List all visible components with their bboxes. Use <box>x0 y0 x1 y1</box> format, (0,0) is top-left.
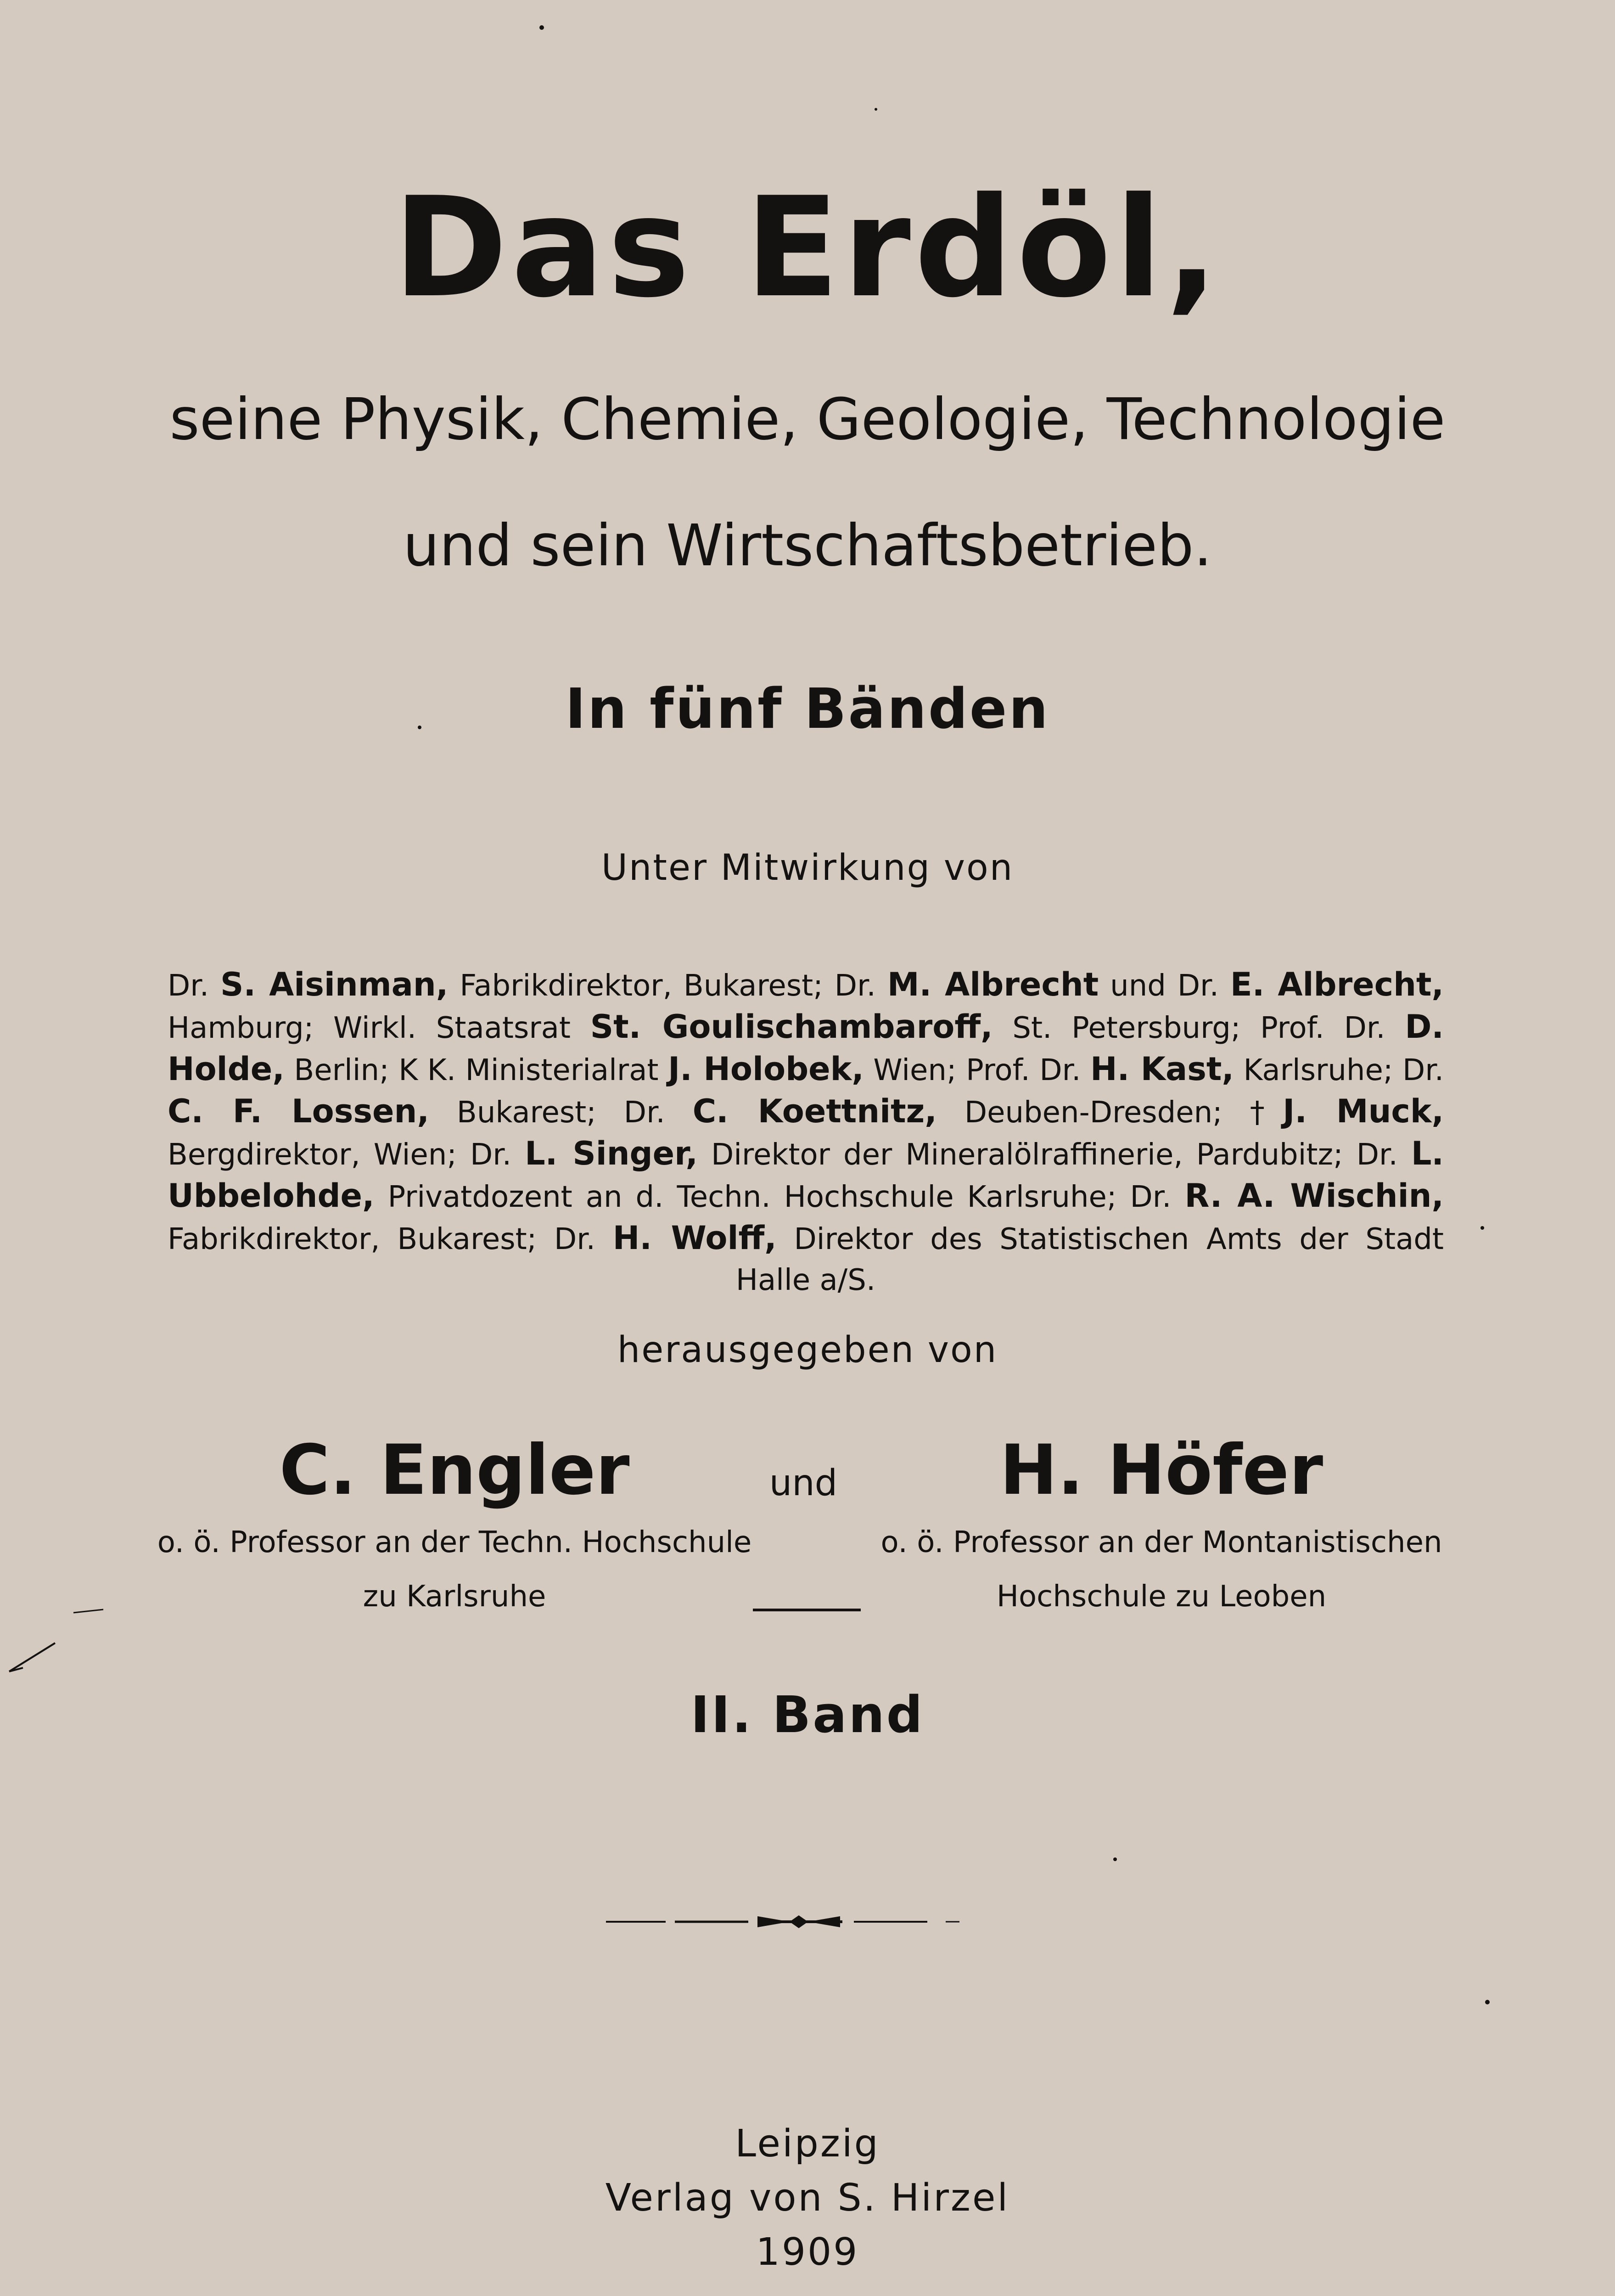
contributor: Dr. C. Koettnitz, Deuben-Dresden; <box>623 1092 1250 1130</box>
editor-affiliation-line-1: o. ö. Professor an der Montanistischen <box>880 1525 1442 1559</box>
contributor: †J. Muck, Bergdirektor, Wien; <box>168 1092 1444 1172</box>
pencil-mark <box>5 1607 106 1681</box>
paper-speck <box>1480 1226 1484 1230</box>
publisher-name: Verlag von S. Hirzel <box>605 2176 1010 2220</box>
editor-hoefer <box>840 1430 1483 1617</box>
contributor: Dr. S. Aisinman, Fabrikdirektor, Bukarest; <box>168 966 835 1003</box>
published-by-heading: herausgegeben von <box>617 1329 998 1371</box>
editor-name: H. Höfer <box>999 1430 1323 1510</box>
contributor: K K. Ministerialrat J. Holobek, Wien; <box>398 1050 966 1088</box>
contributor: Dr. E. Albrecht, Hamburg; <box>168 966 1444 1045</box>
editor-affiliation-line-2: zu Karlsruhe <box>363 1580 546 1614</box>
paper-speck <box>1113 1857 1117 1861</box>
cooperation-heading: Unter Mitwirkung von <box>601 847 1014 889</box>
editor-affiliation-line-2: Hochschule zu Leoben <box>996 1580 1327 1614</box>
divider-rule <box>753 1609 861 1611</box>
publisher-block <box>0 2117 1615 2279</box>
paper-speck <box>418 726 421 729</box>
paper-speck <box>1485 2000 1490 2004</box>
publication-year: 1909 <box>756 2230 859 2274</box>
editor-affiliation-line-1: o. ö. Professor an der Techn. Hochschule <box>157 1525 752 1559</box>
editors-conjunction: und <box>769 1463 838 1504</box>
subtitle-line-1: seine Physik, Chemie, Geologie, Technologie <box>169 386 1446 453</box>
contributor: Dr. L. Ubbelohde, Privatdozent an d. Techn. Hochschule Karlsruhe; <box>168 1135 1444 1215</box>
book-title: Das Erdöl, <box>393 168 1222 328</box>
contributor: Wirkl. Staatsrat St. Goulischambaroff, St. Petersburg; <box>333 1008 1261 1046</box>
subtitle-line-2: und sein Wirtschaftsbetrieb. <box>403 512 1212 579</box>
paper-speck <box>539 25 544 30</box>
contributor: Dr. H. Wolff, Direktor des Statistischen Amts der Stadt Halle a/S. <box>554 1219 1444 1297</box>
volumes-note: In fünf Bänden <box>565 677 1050 741</box>
contributor: Dr. M. Albrecht und <box>834 966 1178 1003</box>
volume-number: II. Band <box>690 1685 925 1744</box>
contributor: Dr. C. F. Lossen, Bukarest; <box>168 1053 1444 1130</box>
contributors-list <box>168 964 1444 1301</box>
contributor: Prof. Dr. H. Kast, Karlsruhe; <box>966 1050 1402 1088</box>
paper-speck <box>875 108 877 111</box>
editor-name: C. Engler <box>279 1430 630 1510</box>
contributor: Dr. R. A. Wischin, Fabrikdirektor, Bukarest; <box>168 1177 1444 1256</box>
contributor: Dr. L. Singer, Direktor der Mineralölraffinerie, Pardubitz; <box>470 1135 1357 1172</box>
publisher-city: Leipzig <box>735 2122 880 2166</box>
editor-engler <box>133 1430 776 1617</box>
ornament-divider <box>597 1913 1010 1931</box>
contributor: Prof. Dr. D. Holde, Berlin; <box>168 1008 1444 1088</box>
